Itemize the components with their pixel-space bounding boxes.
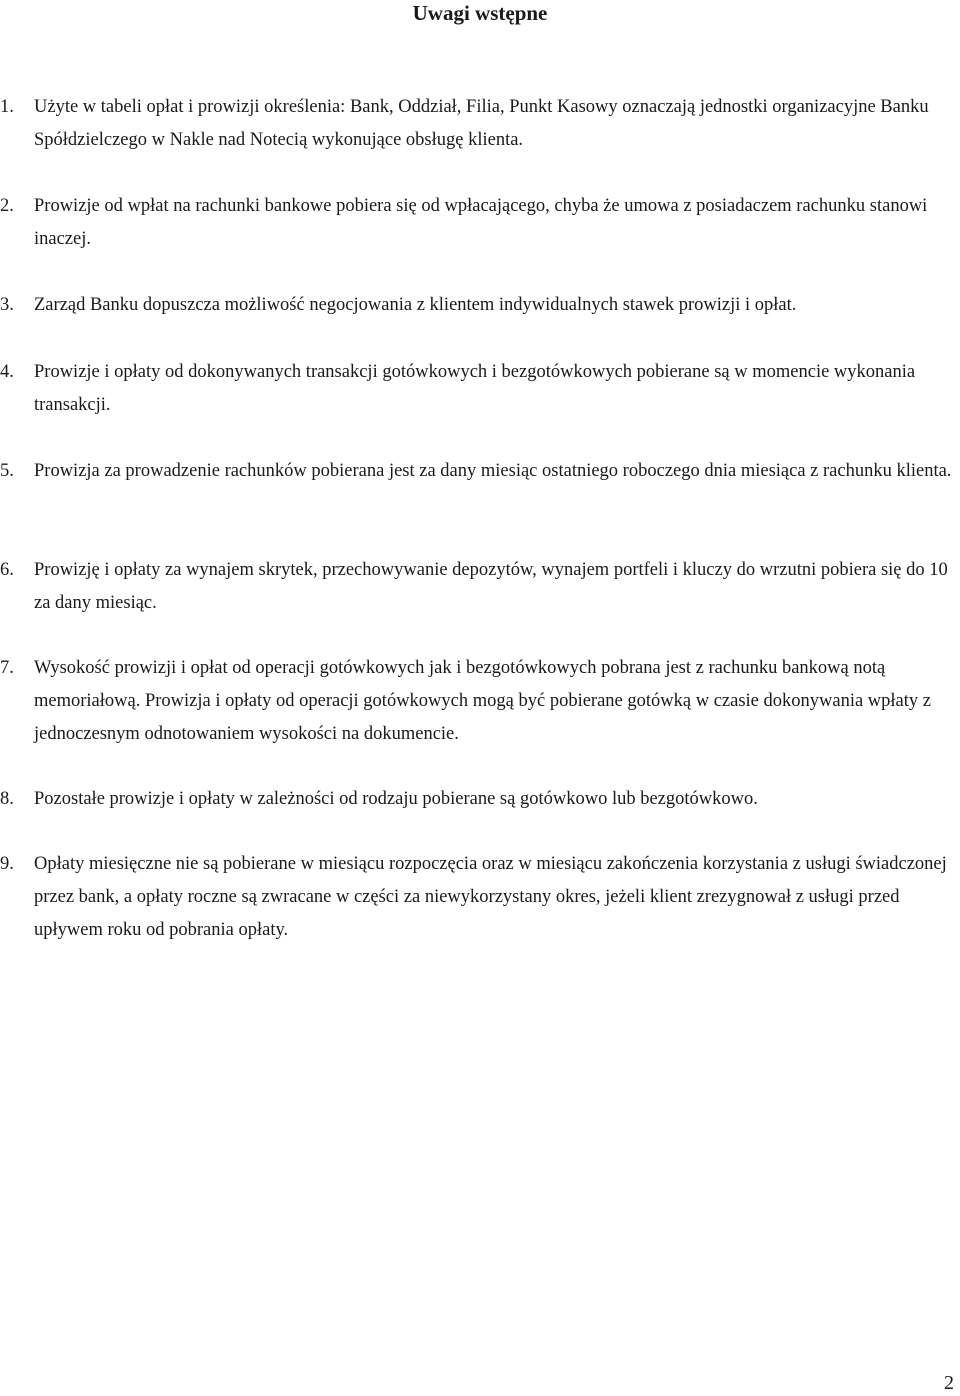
list-item-number: 1. (0, 97, 14, 117)
list-item-text: Wysokość prowizji i opłat od operacji gotówkowych jak i bezgotówkowych pobrana jest z rachunku bankową notą memoriałową. Prowizja i opłaty od operacji gotówkowych mogą być pobierane gotówką w czasie dokonywania wpłaty z jednoczesnym odnotowaniem wysokości na dokumencie. (34, 658, 931, 744)
page-title: Uwagi wstępne (412, 1, 548, 25)
list-item-text: Zarząd Banku dopuszcza możliwość negocjowania z klientem indywidualnych stawek prowizji i opłat. (34, 295, 797, 315)
page-number: 2 (944, 1372, 954, 1394)
list-item-number: 2. (0, 196, 14, 216)
list-item-number: 7. (0, 658, 14, 678)
list-item-number: 5. (0, 461, 14, 481)
list-item-text: Prowizje i opłaty od dokonywanych transakcji gotówkowych i bezgotówkowych pobierane są w momencie wykonania transakcji. (34, 362, 916, 415)
list-item-text: Prowizje od wpłat na rachunki bankowe pobiera się od wpłacającego, chyba że umowa z posiadaczem rachunku stanowi inaczej. (34, 196, 928, 249)
list-item-number: 4. (0, 362, 14, 382)
list-item-number: 9. (0, 854, 14, 874)
list-item-number: 8. (0, 789, 14, 809)
list-item-text: Pozostałe prowizje i opłaty w zależności od rodzaju pobierane są gotówkowo lub bezgotówkowo. (34, 789, 758, 809)
list-item-text: Opłaty miesięczne nie są pobierane w miesiącu rozpoczęcia oraz w miesiącu zakończenia korzystania z usługi świadczonej przez bank, a opłaty roczne są zwracane w części za niewykorzystany okres, jeżeli klient zrezygnował z usługi przed upływem roku od pobrania opłaty. (34, 854, 947, 940)
list-item-text: Użyte w tabeli opłat i prowizji określenia: Bank, Oddział, Filia, Punkt Kasowy oznaczają jednostki organizacyjne Banku Spółdzielczego w Nakle nad Notecią wykonujące obsługę klienta. (34, 97, 929, 150)
list-item-text: Prowizję i opłaty za wynajem skrytek, przechowywanie depozytów, wynajem portfeli i kluczy do wrzutni pobiera się do 10 za dany miesiąc. (34, 560, 948, 613)
list-item-number: 6. (0, 560, 14, 580)
list-item-text: Prowizja za prowadzenie rachunków pobierana jest za dany miesiąc ostatniego roboczego dnia miesiąca z rachunku klienta. (34, 461, 952, 481)
list-item-number: 3. (0, 295, 14, 315)
